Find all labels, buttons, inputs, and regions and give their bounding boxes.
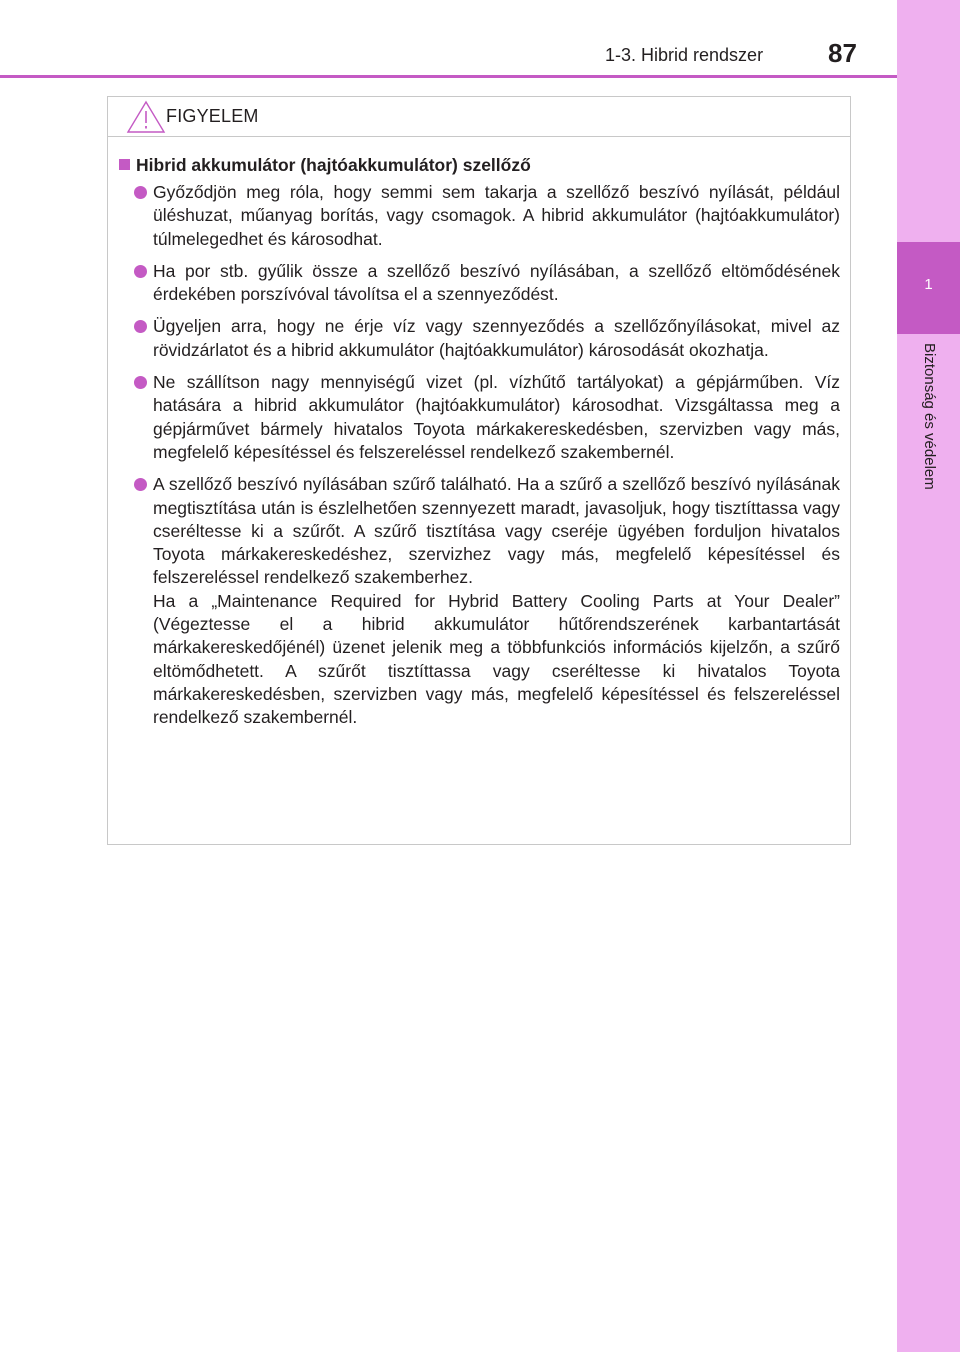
item-text: Ügyeljen arra, hogy ne érje víz vagy szennyeződés a szellőzőnyílásokat, mivel az rövidzárlatot és a hibrid akkumulátor (hajtóakkumulátor) károsodását okozhatja. bbox=[153, 316, 840, 360]
bullet-dot-icon bbox=[134, 320, 147, 333]
warning-triangle-icon bbox=[126, 100, 166, 134]
warning-title: FIGYELEM bbox=[166, 106, 259, 126]
item-text: Ne szállítson nagy mennyiségű vizet (pl. vízhűtő tartályokat) a gépjárműben. Víz hatására a hibrid akkumulátor (hajtóakkumulátor) károsodhat. Vizsgáltassa meg a gépjárművet bármely hivatalos Toyota márkakereskedésben, szervizben vagy más, megfelelő képesítéssel és felszereléssel rendelkező szakembernél. bbox=[153, 372, 840, 462]
chapter-number: 1 bbox=[924, 276, 933, 293]
chapter-label: Biztonság és védelem bbox=[921, 343, 938, 490]
list-item bbox=[108, 181, 850, 251]
item-text: Győződjön meg róla, hogy semmi sem takarja a szellőző beszívó nyílását, például üléshuzat, műanyag borítás, vagy csomagok. A hibrid akkumulátor (hajtóakkumulátor) túlmelegedhet és károsodhat. bbox=[153, 182, 840, 249]
section-heading bbox=[119, 155, 531, 176]
list-item bbox=[108, 473, 850, 729]
warning-box bbox=[107, 96, 851, 845]
list-item bbox=[108, 315, 850, 362]
item-text: Ha por stb. gyűlik össze a szellőző beszívó nyílásában, a szellőző eltömődésének érdekében porszívóval távolítsa el a szennyeződést. bbox=[153, 260, 840, 305]
list-item bbox=[108, 371, 850, 464]
square-bullet-icon bbox=[119, 159, 130, 170]
section-title: 1-3. Hibrid rendszer bbox=[605, 45, 764, 65]
bullet-dot-icon bbox=[134, 376, 147, 389]
page-number: 87 bbox=[828, 38, 857, 68]
list-item bbox=[108, 260, 850, 307]
header-rule bbox=[0, 75, 897, 78]
item-text: A szellőző beszívó nyílásában szűrő található. Ha a szűrő a szellőző beszívó nyílásának megtisztítása után is észlelhetően szennyezett maradt, javasoljuk, hogy tisztíttassa vagy cseréltesse ki a szűrőt. A szűrő tisztítása vagy cseréje ügyében forduljon hivatalos Toyota márkakereskedéshez, szervizhez vagy más, megfelelő képesítéssel és felszereléssel rendelkező szakemberhez. bbox=[153, 474, 840, 588]
warning-list bbox=[108, 181, 850, 739]
warning-header bbox=[108, 97, 850, 137]
section-heading-text: Hibrid akkumulátor (hajtóakkumulátor) szellőző bbox=[136, 155, 531, 175]
bullet-dot-icon bbox=[134, 478, 147, 491]
bullet-dot-icon bbox=[134, 186, 147, 199]
side-strip bbox=[897, 0, 960, 1352]
item-text: Ha a „Maintenance Required for Hybrid Battery Cooling Parts at Your Dealer” (Végeztesse el a hibrid akkumulátor hűtőrendszerének karbantartását márkakereskedőjénél) üzenet jelenik meg a többfunkciós információs kijelzőn, a szűrő eltömődhetett. A szűrőt tisztíttassa vagy cseréltesse ki hivatalos Toyota márkakereskedésben, szervizben vagy más, megfelelő képesítéssel és felszereléssel rendelkező szakembernél. bbox=[153, 590, 840, 728]
bullet-dot-icon bbox=[134, 265, 147, 278]
